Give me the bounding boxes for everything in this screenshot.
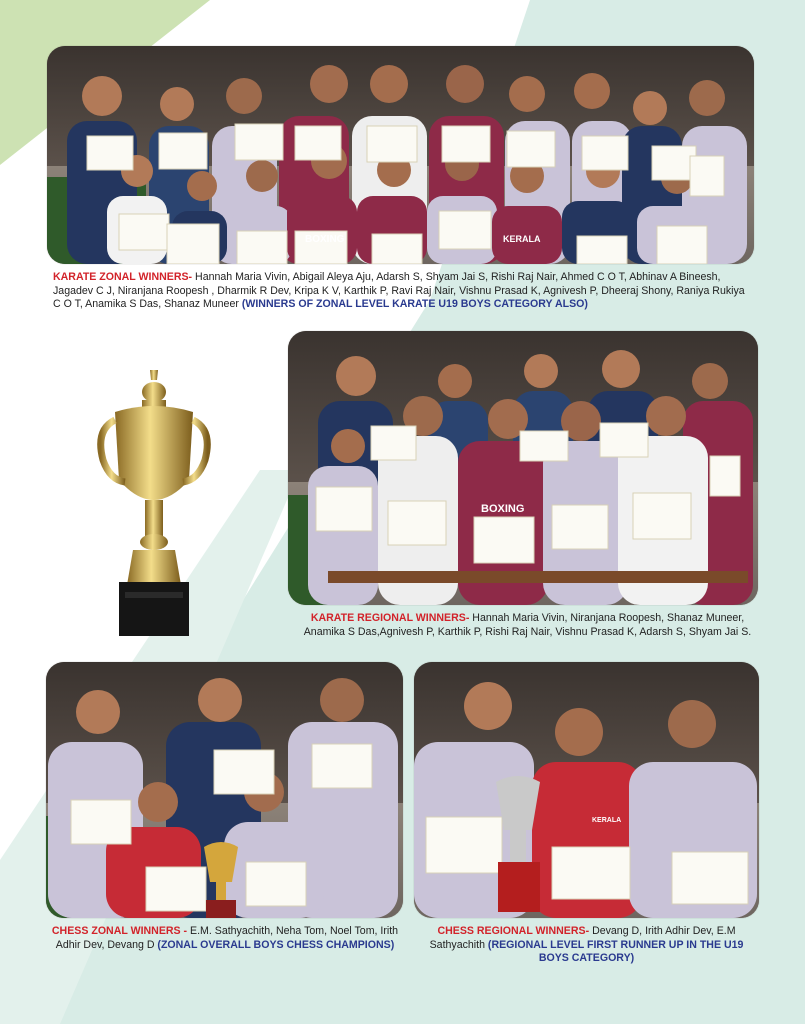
karate-regional-caption [300,612,755,639]
karate-zonal-group [47,46,754,264]
chess-zonal-caption [50,925,400,952]
trophy-image [95,370,213,636]
karate-zonal-heading: KARATE ZONAL WINNERS- [53,271,193,283]
karate-zonal-caption [53,271,753,312]
karate-zonal-photo [47,46,754,264]
karate-regional-group [288,331,758,605]
chess-regional-heading: CHESS REGIONAL WINNERS- [437,925,590,937]
karate-regional-photo [288,331,758,605]
chess-regional-names: Devang D, Irith Adhir Dev, E.M Sathyachith [429,925,736,951]
chess-zonal-heading: CHESS ZONAL WINNERS - [51,925,191,937]
boxing-jersey-text: BOXING [305,234,345,245]
boxing-jersey-text-2: BOXING [481,503,525,515]
karate-regional-names: Hannah Maria Vivin, Niranjana Roopesh, Shanaz Muneer, Anamika S Das,Agnivesh P, Karthik P, Rishi Raj Nair, Vishnu Prasad K, Adarsh S, Shyam Jai S. [303,612,752,638]
chess-regional-caption [414,925,759,966]
chess-zonal-note: (ZONAL OVERALL BOYS CHESS CHAMPIONS) [157,938,395,951]
chess-zonal-photo [46,662,403,918]
chess-zonal-names: E.M. Sathyachith, Neha Tom, Noel Tom, Irith Adhir Dev, Devang D [55,925,399,951]
chess-regional-note: (REGIONAL LEVEL FIRST RUNNER UP IN THE U19 BOYS CATEGORY) [487,938,744,964]
karate-zonal-note: (WINNERS OF ZONAL LEVEL KARATE U19 BOYS CATEGORY ALSO) [241,298,588,310]
chess-zonal-group [46,662,403,918]
karate-regional-heading: KARATE REGIONAL WINNERS- [310,612,470,624]
kerala-jersey-text: KERALA [503,234,541,244]
chess-regional-photo [414,662,759,918]
karate-zonal-names: Hannah Maria Vivin, Abigail Aleya Aju, Adarsh S, Shyam Jai S, Rishi Raj Nair, Ahmed C O T, Abhinav A Bineesh, Jagadev C J, Niranjana Roopesh , Dharmik R Dev, Kripa K V, Karthik P, Ravi Raj Nair, Vishnu Prasad K, Agnivesh P, Dheeraj Shony, Raniya Rukiya C O T, Anamika S Das, Shanaz Muneer [53,271,745,310]
chess-regional-group [414,662,759,918]
kerala-jersey-text-2: KERALA [592,817,622,824]
